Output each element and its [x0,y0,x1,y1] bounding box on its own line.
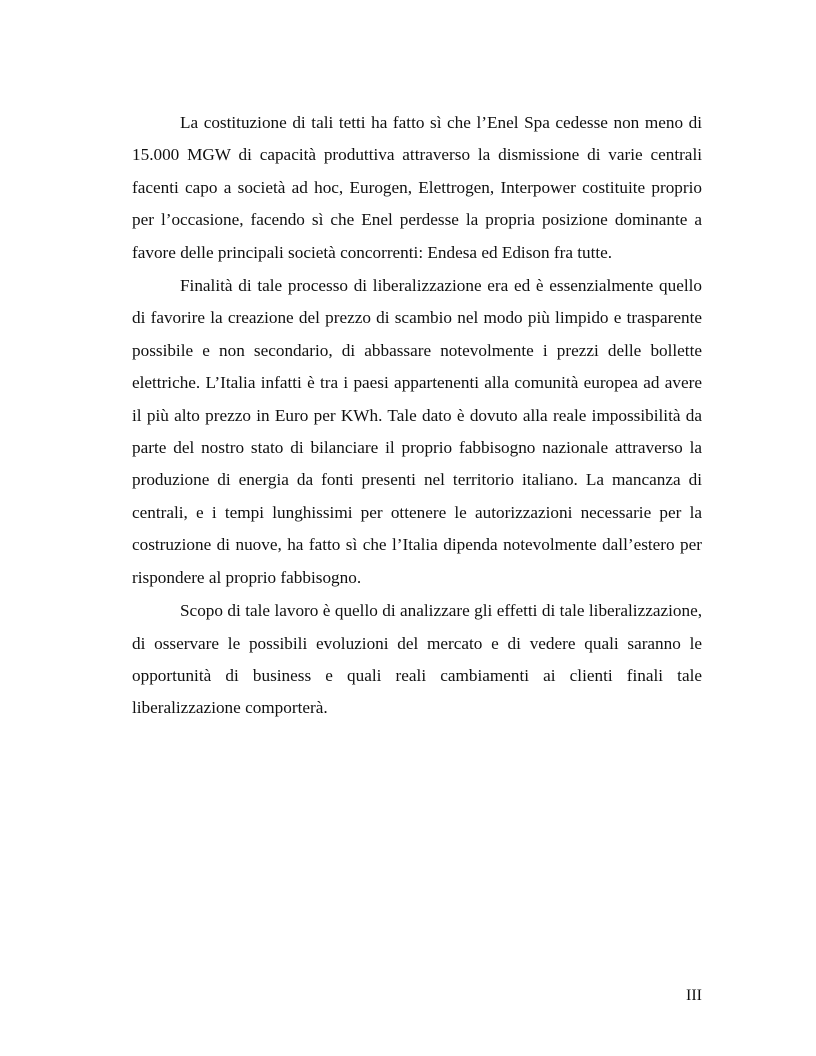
document-body [132,107,702,726]
paragraph-3: Scopo di tale lavoro è quello di analizzare gli effetti di tale liberalizzazione, di osservare le possibili evoluzioni del mercato e di vedere quali saranno le opportunità di business e quali reali cambiamenti ai clienti finali tale liberalizzazione comporterà. [132,601,702,718]
page-number: III [686,987,702,1004]
paragraph-2: Finalità di tale processo di liberalizzazione era ed è essenzialmente quello di favorire la creazione del prezzo di scambio nel modo più limpido e trasparente possibile e non secondario, di abbassare notevolmente i prezzi delle bollette elettriche. L’Italia infatti è tra i paesi appartenenti alla comunità europea ad avere il più alto prezzo in Euro per KWh. Tale dato è dovuto alla reale impossibilità da parte del nostro stato di bilanciare il proprio fabbisogno nazionale attraverso la produzione di energia da fonti presenti nel territorio italiano. La mancanza di centrali, e i tempi lunghissimi per ottenere le autorizzazioni necessarie per la costruzione di nuove, ha fatto sì che l’Italia dipenda notevolmente dall’estero per rispondere al proprio fabbisogno. [132,276,702,587]
paragraph-1: La costituzione di tali tetti ha fatto sì che l’Enel Spa cedesse non meno di 15.000 MGW di capacità produttiva attraverso la dismissione di varie centrali facenti capo a società ad hoc, Eurogen, Elettrogen, Interpower costituite proprio per l’occasione, facendo sì che Enel perdesse la propria posizione dominante a favore delle principali società concorrenti: Endesa ed Edison fra tutte. [132,113,702,262]
